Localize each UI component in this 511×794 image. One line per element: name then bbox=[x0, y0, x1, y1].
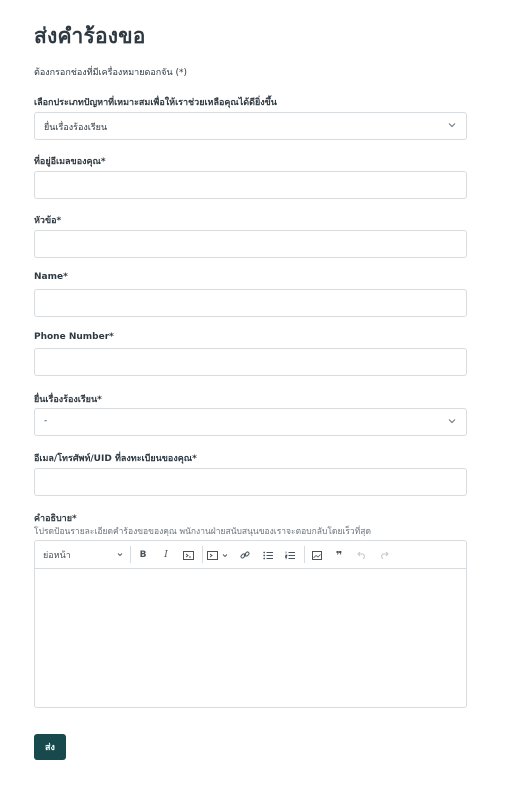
description-editor[interactable] bbox=[34, 540, 467, 708]
quote-icon[interactable]: ❞ bbox=[335, 548, 343, 562]
paragraph-style-dropdown[interactable] bbox=[43, 548, 123, 562]
required-note: ต้องกรอกช่องที่มีเครื่องหมายดอกจัน (*) bbox=[34, 68, 187, 78]
paragraph-style-label: ย่อหน้า bbox=[43, 551, 71, 561]
subject-field[interactable] bbox=[34, 230, 467, 258]
complaint-value: - bbox=[44, 416, 48, 426]
issue-type-select[interactable] bbox=[34, 112, 467, 140]
italic-icon[interactable]: I bbox=[164, 550, 168, 560]
description-textarea[interactable] bbox=[35, 569, 466, 707]
undo-icon[interactable] bbox=[355, 548, 369, 562]
chevron-down-icon bbox=[448, 418, 456, 424]
account-field[interactable] bbox=[34, 468, 467, 496]
complaint-label: ยื่นเรื่องร้องเรียน* bbox=[34, 395, 102, 405]
link-icon[interactable] bbox=[238, 548, 252, 562]
email-label: ที่อยู่อีเมลของคุณ* bbox=[34, 157, 106, 167]
numbered-list-icon[interactable] bbox=[283, 548, 297, 562]
issue-type-value: ยื่นเรื่องร้องเรียน bbox=[44, 123, 108, 133]
name-field[interactable] bbox=[34, 289, 467, 317]
issue-type-label: เลือกประเภทปัญหาที่เหมาะสมเพื่อให้เราช่วยเหลือคุณได้ดียิ่งขึ้น bbox=[34, 98, 277, 108]
image-icon[interactable] bbox=[310, 548, 324, 562]
bold-icon[interactable]: B bbox=[139, 550, 147, 560]
subject-label: หัวข้อ* bbox=[34, 216, 62, 226]
phone-label: Phone Number* bbox=[34, 332, 114, 342]
toolbar-divider bbox=[304, 546, 305, 563]
code-icon[interactable] bbox=[181, 548, 195, 562]
description-label: คำอธิบาย* bbox=[34, 514, 77, 524]
chevron-down-icon bbox=[117, 552, 123, 557]
toolbar-divider bbox=[202, 546, 203, 563]
editor-toolbar bbox=[35, 541, 466, 569]
submit-button[interactable]: ส่ง bbox=[34, 734, 66, 760]
chevron-down-icon bbox=[448, 122, 456, 128]
toolbar-divider bbox=[130, 546, 131, 563]
redo-icon[interactable] bbox=[377, 548, 391, 562]
code-block-icon[interactable] bbox=[207, 548, 233, 562]
account-label: อีเมล/โทรศัพท์/UID ที่ลงทะเบียนของคุณ* bbox=[34, 454, 197, 464]
name-label: Name* bbox=[34, 272, 68, 282]
description-hint: โปรดป้อนรายละเอียดคำร้องขอของคุณ พนักงานฝ่ายสนับสนุนของเราจะตอบกลับโดยเร็วที่สุด bbox=[34, 527, 371, 537]
email-field[interactable] bbox=[34, 171, 467, 199]
bullet-list-icon[interactable] bbox=[261, 548, 275, 562]
complaint-select[interactable] bbox=[34, 408, 467, 436]
phone-field[interactable] bbox=[34, 348, 467, 376]
page-title: ส่งคำร้องขอ bbox=[34, 24, 146, 48]
